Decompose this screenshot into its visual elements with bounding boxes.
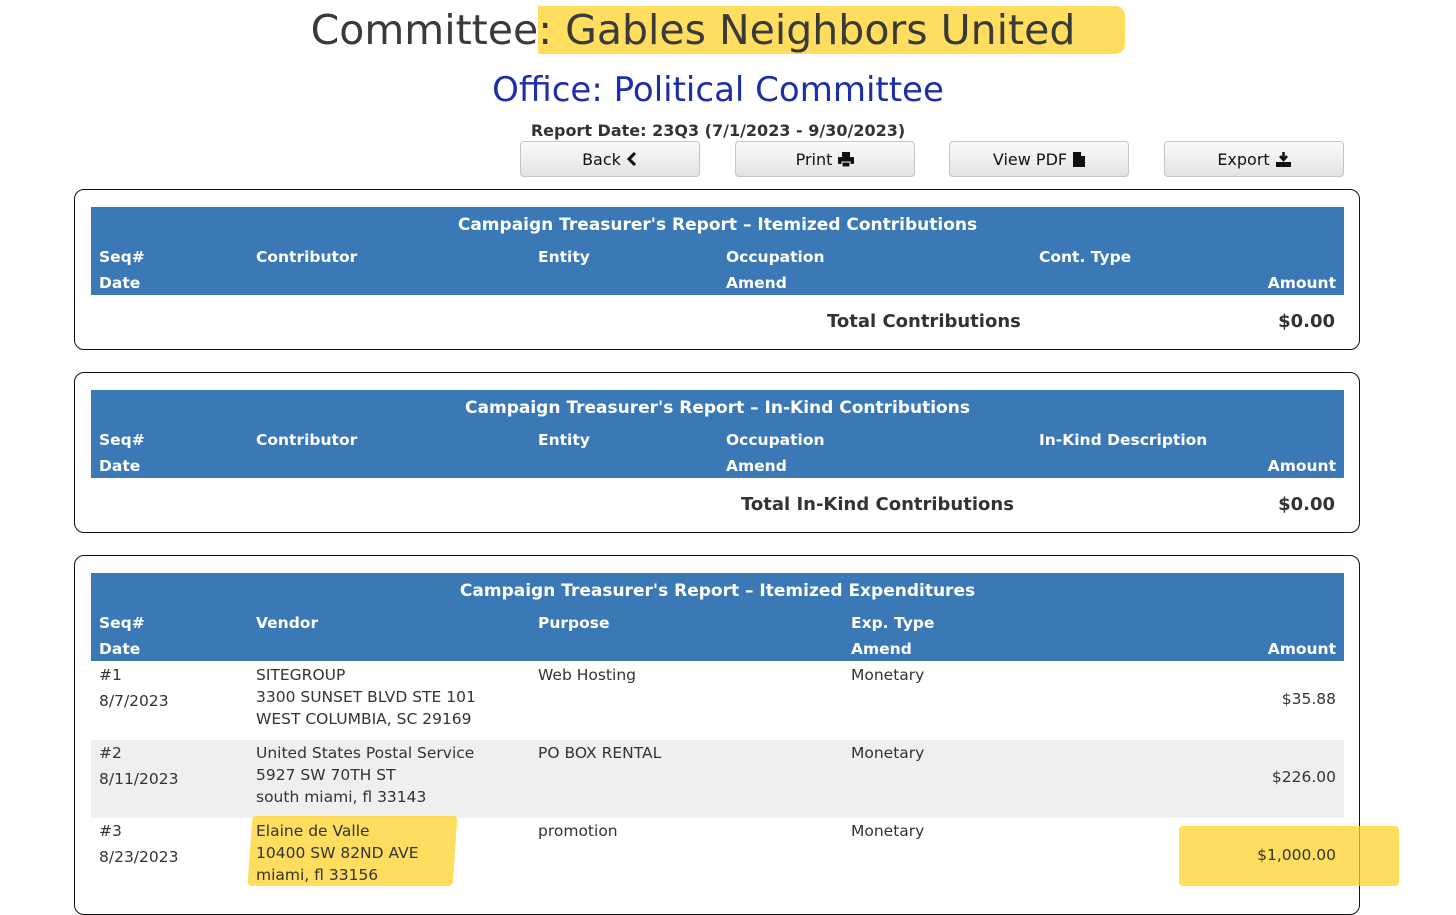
col-amend: Amend: [851, 640, 912, 658]
row-vendor-city: south miami, fl 33143: [256, 788, 427, 806]
print-label: Print: [795, 149, 833, 169]
row-exp-type: Monetary: [851, 822, 925, 840]
row-date: 8/23/2023: [99, 848, 179, 866]
row-seq: #1: [99, 666, 122, 684]
row-exp-type: Monetary: [851, 666, 925, 684]
col-cont-type: Cont. Type: [1039, 248, 1132, 266]
total-contributions-value: $0.00: [1278, 311, 1335, 332]
col-contributor: Contributor: [256, 431, 358, 449]
row-vendor: United States Postal Service: [256, 744, 475, 762]
expenditures-caption: Campaign Treasurer's Report – Itemized Expenditures: [459, 581, 976, 601]
row-vendor: Elaine de Valle: [256, 822, 370, 840]
col-amend: Amend: [726, 274, 787, 292]
col-amount: Amount: [1267, 640, 1336, 658]
col-purpose: Purpose: [538, 614, 610, 632]
row-amount: $226.00: [1271, 768, 1336, 786]
col-exp-type: Exp. Type: [851, 614, 935, 632]
inkind-table-header: [91, 390, 1344, 478]
table-row: [91, 740, 1344, 818]
row-vendor-address: 3300 SUNSET BLVD STE 101: [256, 688, 476, 706]
table-row: [91, 662, 1344, 740]
col-vendor: Vendor: [256, 614, 319, 632]
col-amend: Amend: [726, 457, 787, 475]
expenditures-panel: [74, 555, 1360, 915]
col-entity: Entity: [538, 431, 590, 449]
file-icon: [1073, 152, 1085, 167]
inkind-caption: Campaign Treasurer's Report – In-Kind Contributions: [465, 398, 970, 418]
col-seq: Seq#: [99, 248, 145, 266]
row-seq: #2: [99, 744, 122, 762]
table-row: [91, 818, 1344, 896]
row-vendor-address: 10400 SW 82ND AVE: [256, 844, 419, 862]
row-seq: #3: [99, 822, 122, 840]
col-seq: Seq#: [99, 431, 145, 449]
view-pdf-label: View PDF: [992, 149, 1068, 169]
export-button[interactable]: [1164, 141, 1344, 177]
export-label: Export: [1217, 149, 1270, 169]
row-vendor-address: 5927 SW 70TH ST: [256, 766, 396, 784]
col-entity: Entity: [538, 248, 590, 266]
total-inkind-label: Total In-Kind Contributions: [741, 494, 1014, 515]
title-prefix: Committee: [310, 6, 539, 54]
committee-name-highlighted: : Gables Neighbors United: [538, 6, 1125, 54]
col-occupation: Occupation: [726, 431, 825, 449]
col-inkind-description: In-Kind Description: [1039, 431, 1208, 449]
inkind-panel: [74, 372, 1360, 533]
row-vendor-city: WEST COLUMBIA, SC 29169: [256, 710, 472, 728]
col-amount: Amount: [1267, 274, 1336, 292]
expenditures-table-header: [91, 573, 1344, 661]
row-purpose: promotion: [538, 822, 618, 840]
total-contributions-label: Total Contributions: [827, 311, 1021, 332]
printer-icon: [838, 152, 854, 167]
back-label: Back: [582, 149, 621, 169]
col-occupation: Occupation: [726, 248, 825, 266]
export-icon: [1276, 152, 1291, 167]
print-button[interactable]: [735, 141, 915, 177]
col-date: Date: [99, 274, 141, 292]
col-amount: Amount: [1267, 457, 1336, 475]
row-date: 8/7/2023: [99, 692, 169, 710]
col-date: Date: [99, 457, 141, 475]
contributions-table-header: [91, 207, 1344, 295]
committee-title: [0, 6, 1436, 54]
report-date: Report Date: 23Q3 (7/1/2023 - 9/30/2023): [530, 121, 906, 140]
row-date: 8/11/2023: [99, 770, 179, 788]
contributions-panel: [74, 189, 1360, 350]
total-inkind-value: $0.00: [1278, 494, 1335, 515]
row-vendor-city: miami, fl 33156: [256, 866, 379, 884]
col-date: Date: [99, 640, 141, 658]
chevron-left-icon: [627, 152, 638, 166]
row-purpose: Web Hosting: [538, 666, 636, 684]
row-exp-type: Monetary: [851, 744, 925, 762]
contributions-caption: Campaign Treasurer's Report – Itemized Contributions: [457, 215, 978, 235]
row-amount: $35.88: [1281, 690, 1336, 708]
row-vendor: SITEGROUP: [256, 666, 346, 684]
row-amount: $1,000.00: [1257, 846, 1336, 864]
back-button[interactable]: [520, 141, 700, 177]
row-purpose: PO BOX RENTAL: [538, 744, 662, 762]
col-contributor: Contributor: [256, 248, 358, 266]
view-pdf-button[interactable]: [949, 141, 1129, 177]
col-seq: Seq#: [99, 614, 145, 632]
office-title: Office: Political Committee: [492, 70, 944, 110]
